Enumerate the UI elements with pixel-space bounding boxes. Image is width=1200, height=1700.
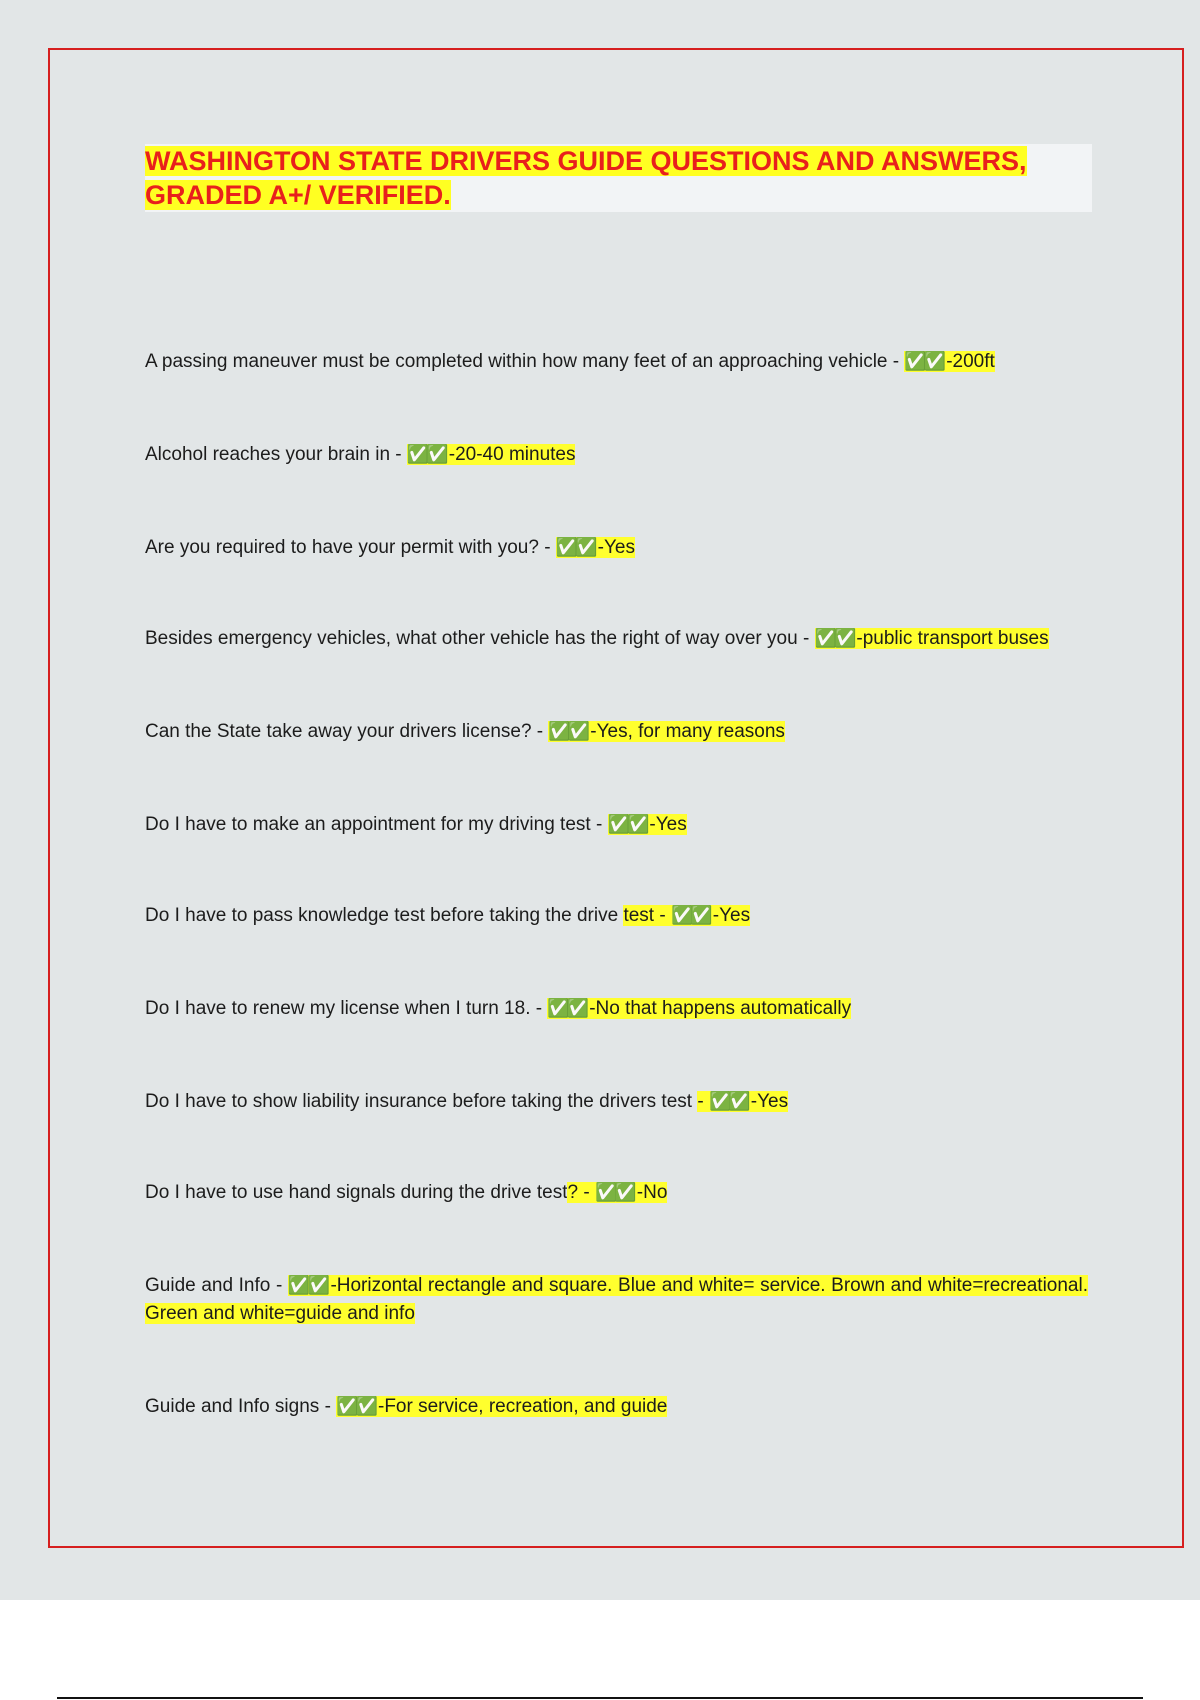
qa-item xyxy=(145,348,1088,376)
question-text: Do I have to use hand signals during the drive test xyxy=(145,1182,568,1203)
answer-text: -Yes xyxy=(649,814,687,835)
question-text: Guide and Info - xyxy=(145,1275,288,1296)
double-check-icon: ✅✅ xyxy=(814,628,854,649)
qa-item xyxy=(145,1272,1088,1328)
double-check-icon: ✅✅ xyxy=(547,998,587,1019)
double-check-icon: ✅✅ xyxy=(708,1091,748,1112)
question-text: Can the State take away your drivers license? - xyxy=(145,721,549,742)
double-check-icon: ✅✅ xyxy=(336,1396,375,1417)
answer-highlight xyxy=(547,998,851,1019)
qa-item xyxy=(145,1393,1088,1421)
answer-highlight xyxy=(904,351,994,372)
footer-rule xyxy=(57,1697,1143,1699)
qa-item xyxy=(145,811,1088,839)
answer-highlight xyxy=(709,1091,788,1112)
double-check-icon: ✅✅ xyxy=(287,1275,328,1296)
answer-highlight xyxy=(595,1182,667,1203)
qa-item xyxy=(145,1088,1088,1116)
answer-text: -20-40 minutes xyxy=(448,444,576,465)
qa-item xyxy=(145,902,1088,930)
qa-item xyxy=(145,534,1088,562)
double-check-icon: ✅✅ xyxy=(607,814,647,835)
answer-text: -Yes xyxy=(712,905,751,926)
answer-highlight xyxy=(407,444,576,465)
answer-text: -Yes xyxy=(597,537,635,558)
double-check-icon: ✅✅ xyxy=(904,351,944,372)
answer-text: -Yes, for many reasons xyxy=(590,721,785,742)
question-text: Do I have to make an appointment for my driving test - xyxy=(145,814,608,835)
question-text: Alcohol reaches your brain in - xyxy=(145,444,407,465)
answer-highlight xyxy=(671,905,750,926)
qa-item xyxy=(145,441,1088,469)
qa-item xyxy=(145,995,1088,1023)
question-text: A passing maneuver must be completed within how many feet of an approaching vehicle - xyxy=(145,351,905,372)
qa-item xyxy=(145,718,1088,746)
document-title xyxy=(145,144,1092,212)
question-highlight-text: - xyxy=(697,1091,709,1112)
qa-item xyxy=(145,1179,1088,1207)
qa-list xyxy=(145,348,1088,1421)
qa-item xyxy=(145,625,1088,653)
answer-text: -200ft xyxy=(946,351,995,372)
answer-text: -No that happens automatically xyxy=(589,998,852,1019)
question-text: Do I have to show liability insurance before taking the drivers test xyxy=(145,1091,698,1112)
double-check-icon: ✅✅ xyxy=(555,537,595,558)
answer-text: -Yes xyxy=(750,1091,789,1112)
double-check-icon: ✅✅ xyxy=(548,721,588,742)
answer-text: -public transport buses xyxy=(856,628,1049,649)
double-check-icon: ✅✅ xyxy=(670,905,710,926)
answer-text: -No xyxy=(636,1182,668,1203)
question-text: Guide and Info signs - xyxy=(145,1396,337,1417)
document-title-text: WASHINGTON STATE DRIVERS GUIDE QUESTIONS AND ANSWERS, GRADED A+/ VERIFIED. xyxy=(145,146,1027,210)
question-text: Do I have to renew my license when I turn 18. - xyxy=(145,998,548,1019)
answer-text: -For service, recreation, and guide xyxy=(378,1396,668,1417)
question-highlight-text: ? - xyxy=(567,1182,595,1203)
answer-highlight xyxy=(608,814,687,835)
question-text: Do I have to pass knowledge test before taking the drive xyxy=(145,905,624,926)
answer-text: -Horizontal rectangle and square. Blue and white= service. Brown and white=recreational. Green and white=guide and info xyxy=(145,1275,1088,1324)
question-text: Are you required to have your permit with you? - xyxy=(145,537,556,558)
double-check-icon: ✅✅ xyxy=(594,1182,634,1203)
question-highlight-text: test - xyxy=(623,905,671,926)
answer-highlight xyxy=(556,537,635,558)
question-text: Besides emergency vehicles, what other vehicle has the right of way over you - xyxy=(145,628,815,649)
double-check-icon: ✅✅ xyxy=(406,444,446,465)
answer-highlight xyxy=(548,721,785,742)
answer-highlight xyxy=(815,628,1049,649)
answer-highlight xyxy=(336,1396,667,1417)
